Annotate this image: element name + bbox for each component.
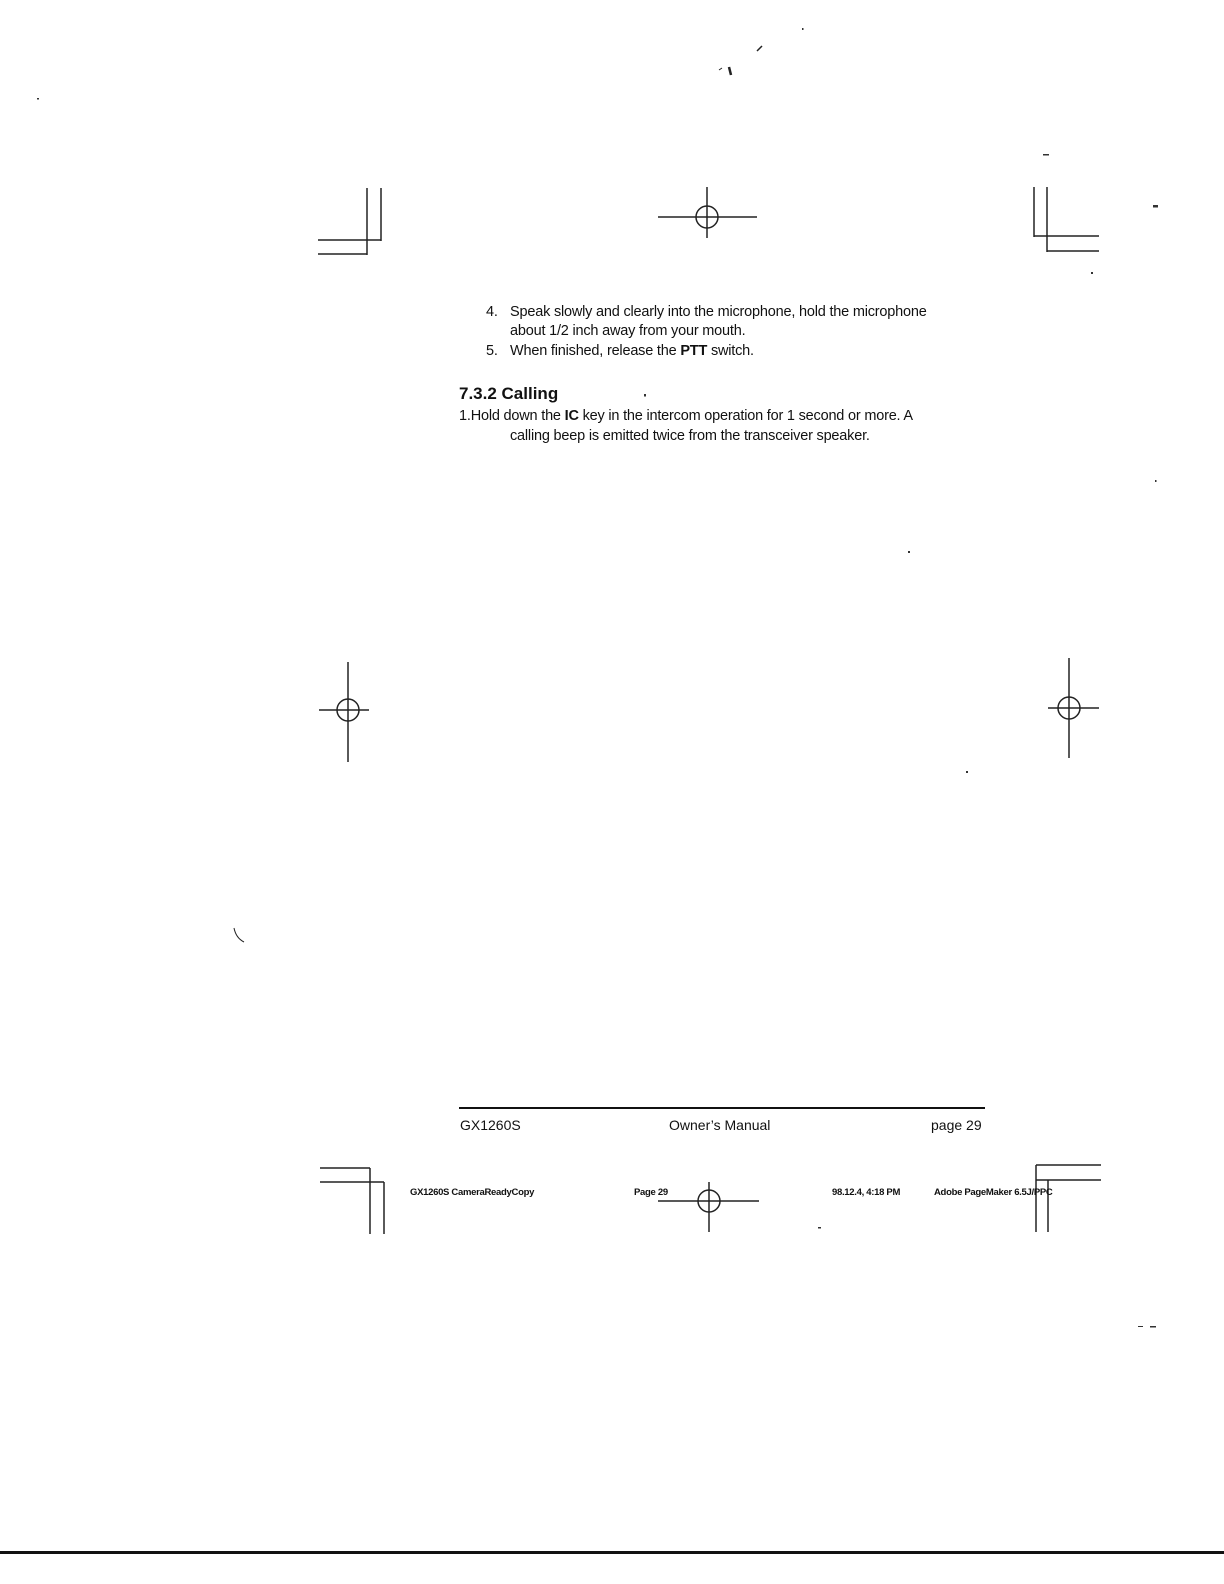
slug-timestamp: 98.12.4, 4:18 PM: [832, 1187, 901, 1198]
footer-manual-title: Owner’s Manual: [669, 1117, 771, 1133]
step-text-line1: Speak slowly and clearly into the microphone, hold the microphone: [510, 304, 927, 320]
ic-key-label: IC: [564, 408, 579, 424]
para-suffix: key in the intercom operation for 1 second or more. A: [578, 408, 913, 424]
slug-page: Page 29: [634, 1187, 668, 1198]
scan-bottom-edge: [0, 1551, 1224, 1554]
step-text-prefix: When finished, release the: [510, 343, 681, 359]
slug-application: Adobe PageMaker 6.5J/PPC: [934, 1187, 1053, 1198]
slug-file-name: GX1260S CameraReadyCopy: [410, 1187, 535, 1198]
step-text-suffix: switch.: [707, 343, 754, 359]
step-text: [510, 341, 754, 361]
footer-model: GX1260S: [460, 1117, 521, 1133]
section-paragraph-line2: calling beep is emitted twice from the transceiver speaker.: [510, 428, 870, 444]
section-heading: 7.3.2 Calling: [459, 384, 559, 403]
footer-rule: [459, 1107, 985, 1109]
para-prefix: 1.Hold down the: [459, 408, 565, 424]
footer-page-number: page 29: [931, 1117, 982, 1133]
ptt-key-label: PTT: [680, 343, 708, 359]
section-paragraph-line1: [459, 406, 913, 426]
step-number: 5.: [486, 343, 498, 359]
step-number: 4.: [486, 304, 498, 320]
step-text-line2: about 1/2 inch away from your mouth.: [510, 323, 746, 339]
